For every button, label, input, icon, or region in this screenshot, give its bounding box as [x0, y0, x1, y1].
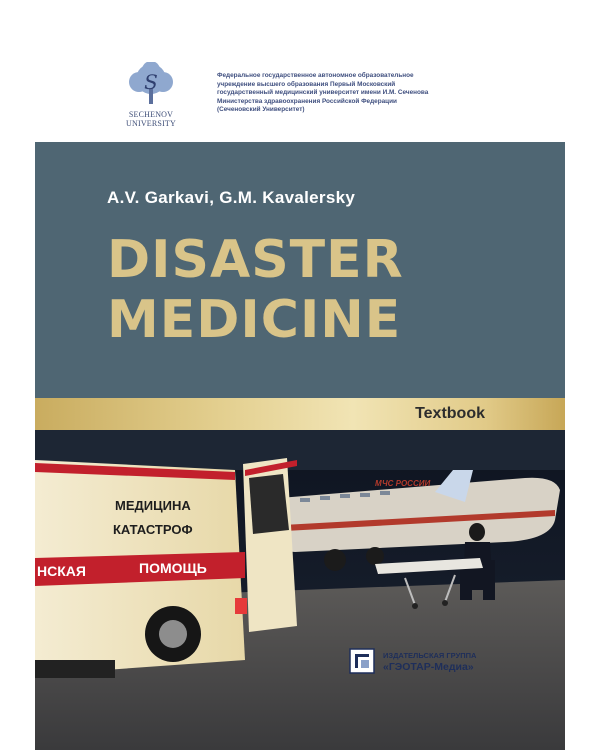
institution-line: Федеральное государственное автономное образовательное	[217, 72, 414, 79]
svg-text:S: S	[144, 70, 158, 94]
authors: A.V. Garkavi, G.M. Kavalersky	[107, 188, 356, 207]
ambulance-text-2: КАТАСТРОФ	[113, 522, 193, 537]
title-line-1: DISASTER	[107, 230, 404, 290]
sechenov-logo	[104, 62, 198, 128]
title-line-2: MEDICINE	[107, 290, 402, 350]
publisher-icon	[349, 648, 375, 674]
institution-line: (Сеченовский Университет)	[217, 106, 305, 114]
institution-text	[217, 72, 447, 115]
ambulance-side-right: ПОМОЩЬ	[139, 560, 207, 576]
institution-line: учреждение высшего образования Первый Московский	[217, 80, 396, 88]
university-name: SECHENOV UNIVERSITY	[126, 110, 176, 128]
header	[0, 0, 600, 140]
publisher-group: ИЗДАТЕЛЬСКАЯ ГРУППА	[383, 651, 477, 660]
cover-photo	[35, 430, 565, 750]
book-cover	[35, 142, 565, 750]
book-title	[107, 230, 404, 350]
tree-logo-icon	[126, 62, 176, 106]
institution-line: государственный медицинский университет имени И.М. Сеченова	[217, 89, 429, 97]
institution-line: Министерства здравоохранения Российской Федерации	[217, 97, 397, 105]
plane-marking: МЧС РОССИИ	[375, 479, 431, 488]
ambulance-side-left: НСКАЯ	[37, 563, 86, 579]
ambulance-text-1: МЕДИЦИНА	[115, 498, 191, 513]
textbook-band	[35, 398, 565, 430]
publisher-name: «ГЭОТАР-Медиа»	[383, 661, 474, 673]
textbook-label: Textbook	[415, 405, 485, 422]
publisher-logo	[349, 646, 549, 678]
